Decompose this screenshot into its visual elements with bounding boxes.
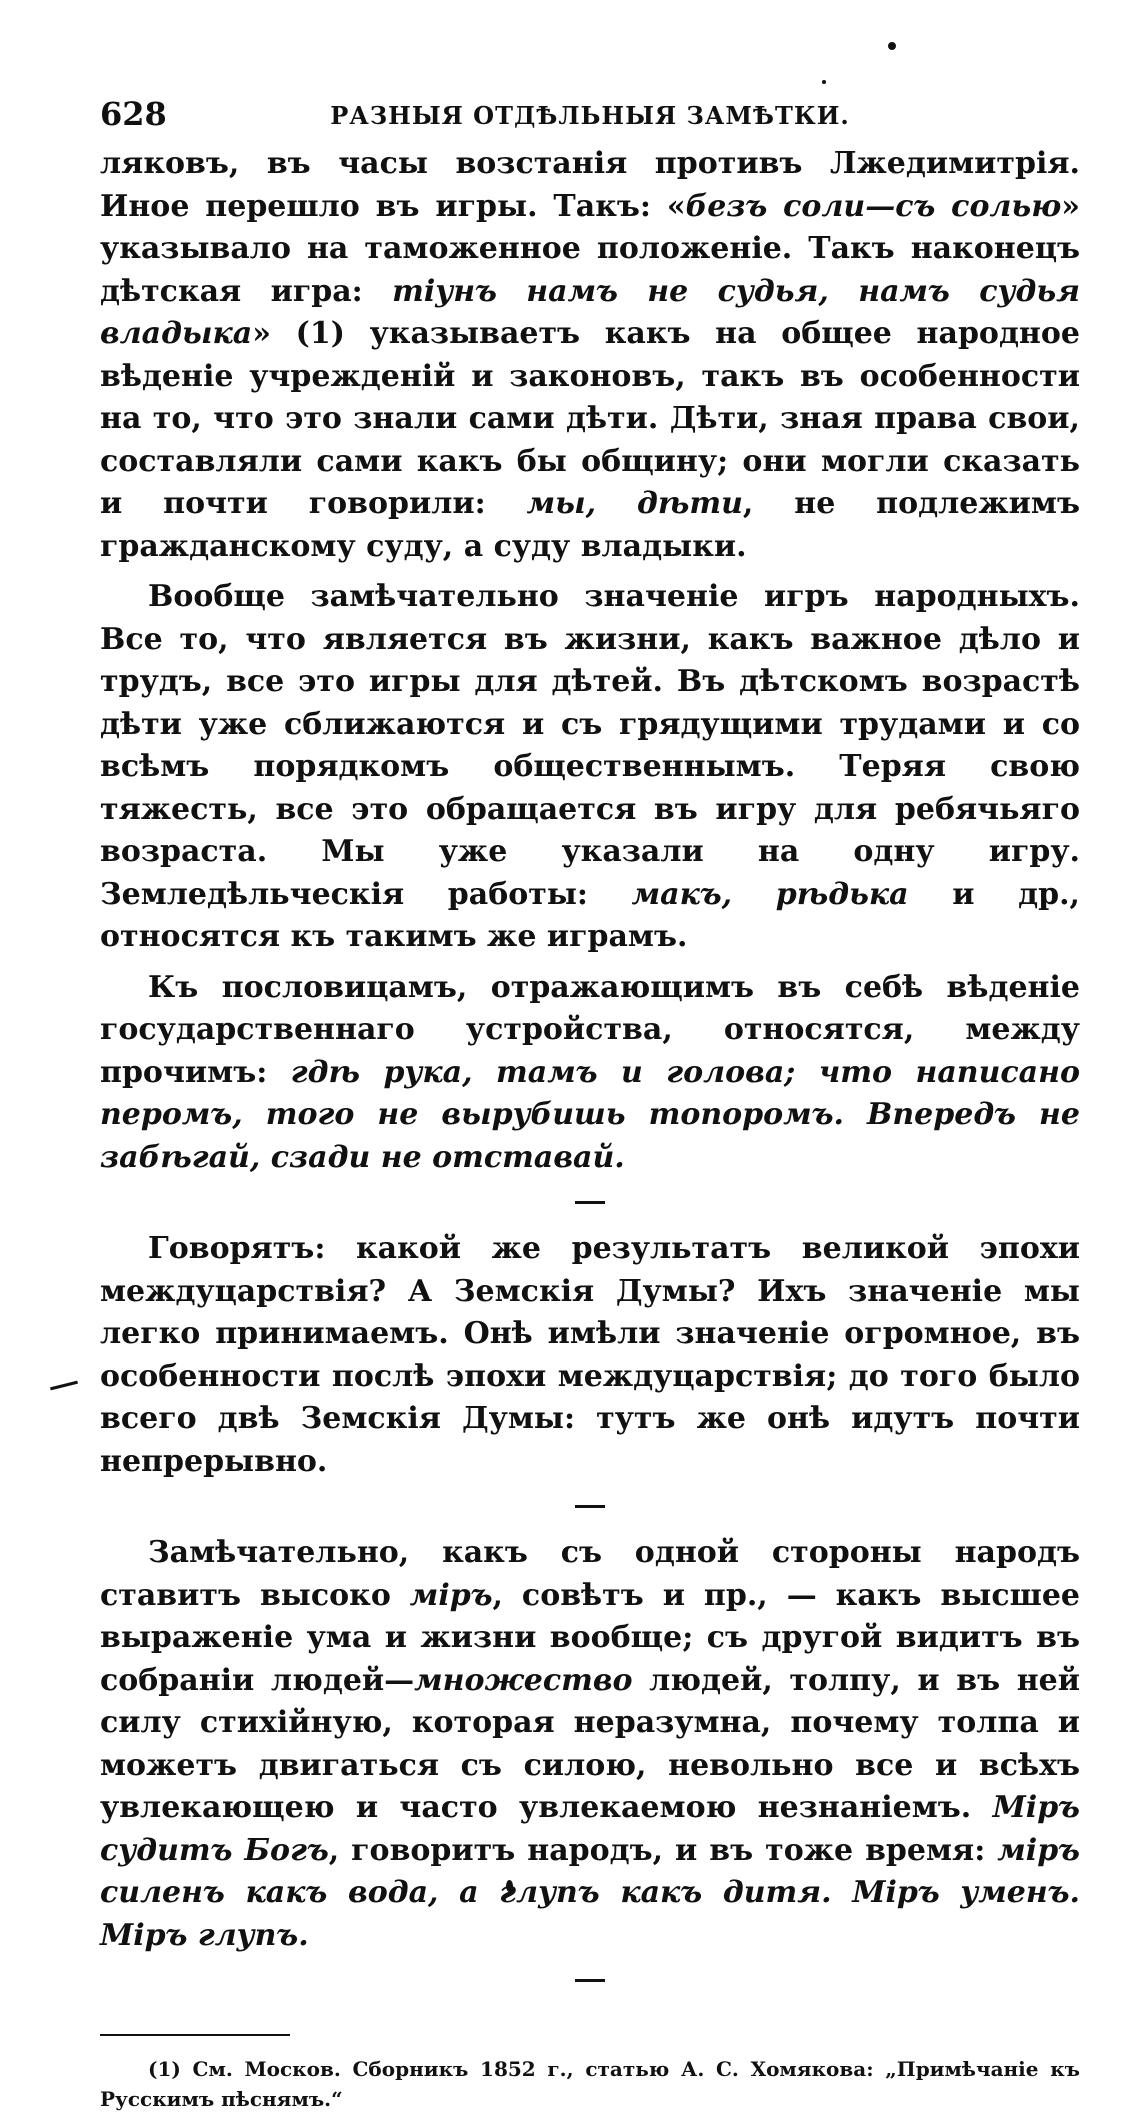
text-run: людей, толпу, и въ ней силу стихійную, которая неразумна, почему толпа и можетъ двигаться съ силою, невольно все и всѣхъ увлекающею и часто увлекаемою незнаніемъ. [100, 1662, 1080, 1825]
text-run: и др., относятся къ такимъ же играмъ. [100, 876, 1080, 954]
text-run: ляковъ, въ часы возстанія противъ Лжедимитрія. Иное перешло въ игры. Такъ: « [100, 146, 1080, 224]
book-page [100, 95, 1080, 2114]
paragraph-2 [100, 576, 1080, 959]
text-run: » указывало на таможенное положеніе. Такъ наконецъ дѣтская игра: [100, 188, 1080, 309]
section-separator [575, 1979, 605, 1982]
italic-run: гдѣ рука, тамъ и голова; что написано перомъ, того не вырубишь топоромъ. Впередъ не забѣгай, сзади не отставай. [100, 1054, 1080, 1175]
italic-run: множество [414, 1662, 633, 1698]
text-run: Къ пословицамъ, отражающимъ въ себѣ вѣденіе государственнаго устройства, относятся, между прочимъ: [100, 969, 1080, 1090]
paragraph-1 [100, 143, 1080, 568]
text-run: , не подлежимъ гражданскому суду, а суду владыки. [100, 486, 1080, 564]
text-run: , совѣтъ и пр., — какъ высшее выраженіе ума и жизни вообще; съ другой видитъ въ собраніи людей— [100, 1577, 1081, 1698]
italic-run: мы, дѣти [526, 486, 743, 521]
footnote: (1) См. Москов. Сборникъ 1852 г., статью А. С. Хомякова: „Примѣчаніе къ Русскимъ пѣснямъ.“ [100, 2057, 1080, 2111]
italic-run: макъ, рѣдька [631, 876, 909, 912]
text-run: » (1) указываетъ какъ на общее народное вѣденіе учрежденій и законовъ, такъ въ особенности на то, что это знали сами дѣти. Дѣти, зная права свои, составляли сами какъ бы общину; они могли сказать и почти говорили: [100, 316, 1080, 521]
italic-run: міръ [409, 1577, 493, 1613]
paragraph-5 [100, 1532, 1080, 1957]
page-number: 628 [100, 95, 167, 133]
section-separator [575, 1505, 605, 1508]
running-title: РАЗНЫЯ ОТДѢЛЬНЫЯ ЗАМѢТКИ. [330, 101, 850, 130]
margin-mark [50, 1381, 78, 1391]
running-head [100, 95, 1080, 143]
italic-run: Міръ судитъ Богъ [100, 1790, 1080, 1868]
paragraph-3 [100, 967, 1080, 1180]
footnote-rule [100, 2034, 290, 2036]
paragraph-4 [100, 1228, 1080, 1483]
ink-speck [822, 80, 826, 84]
italic-run: тіунъ намъ не судья, намъ судья владыка [100, 273, 1080, 351]
text-run: , говоритъ народъ, и въ тоже время: [328, 1832, 998, 1868]
ink-speck [888, 42, 896, 50]
italic-run: міръ силенъ какъ вода, а глупъ какъ дитя. Міръ уменъ. Міръ глупъ. [100, 1832, 1080, 1953]
text-run: Вообще замѣчательно значеніе игръ народныхъ. Все то, что является въ жизни, какъ важное дѣло и трудъ, все это игры для дѣтей. Въ дѣтскомъ возрастѣ дѣти уже сближаются и съ грядущими трудами и со всѣмъ порядкомъ общественнымъ. Теряя свою тяжесть, все это обращается въ игру для ребячьяго возраста. Мы уже указали на одну игру. Земледѣльческія работы: [100, 579, 1080, 912]
text-run: Говорятъ: какой же результатъ великой эпохи междуцарствія? А Земскія Думы? Ихъ значеніе мы легко принимаемъ. Онѣ имѣли значеніе огромное, въ особенности послѣ эпохи междуцарствія; до того было всего двѣ Земскія Думы: тутъ же онѣ идутъ почти непрерывно. [100, 1231, 1080, 1479]
italic-run: безъ соли—съ солью [685, 188, 1062, 224]
section-separator [575, 1201, 605, 1204]
text-run: Замѣчательно, какъ съ одной стороны народъ ставитъ высоко [100, 1535, 1080, 1613]
